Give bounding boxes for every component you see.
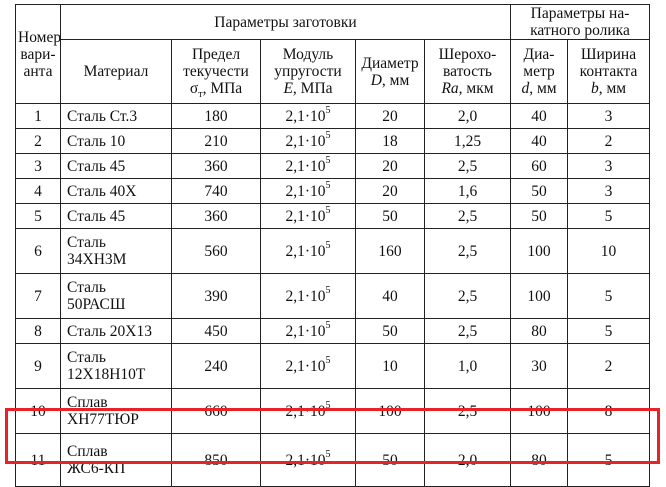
- table-row: [16, 229, 650, 274]
- header-diameter: [356, 40, 425, 104]
- header-yield-subscript: т: [198, 89, 203, 101]
- cell-variant: 5: [16, 204, 61, 229]
- header-material: Материал: [61, 40, 172, 104]
- cell-roughness: 2,0: [425, 104, 511, 129]
- header-diameter-symbol: D: [370, 71, 382, 89]
- parameters-table-document: [15, 4, 650, 487]
- cell-modulus: [261, 104, 356, 129]
- table-row: [16, 129, 650, 154]
- cell-modulus-base: 2,1·10: [285, 322, 326, 340]
- cell-modulus-exponent: 5: [325, 320, 331, 332]
- header-modulus-line2: упругости: [274, 63, 342, 80]
- table-row: [16, 154, 650, 179]
- cell-diameter: 40: [356, 274, 425, 319]
- cell-modulus-exponent: 5: [325, 240, 331, 252]
- cell-modulus-exponent: 5: [325, 400, 331, 412]
- cell-modulus-base: 2,1·10: [285, 207, 326, 225]
- header-variant-number: Номер вари-анта: [16, 5, 61, 104]
- cell-contact-width: 10: [568, 229, 650, 274]
- cell-material-line1: Сплав: [67, 443, 108, 460]
- cell-modulus-base: 2,1·10: [285, 451, 326, 469]
- cell-material: [61, 179, 172, 204]
- cell-modulus: [261, 319, 356, 344]
- header-yield-strength: [172, 40, 261, 104]
- cell-roller-diameter: 80: [511, 434, 568, 487]
- cell-yield: 660: [172, 389, 261, 434]
- cell-roller-diameter: 60: [511, 154, 568, 179]
- header-diameter-unit: , мм: [381, 71, 410, 89]
- cell-roughness: 2,0: [425, 434, 511, 487]
- cell-variant: 2: [16, 129, 61, 154]
- cell-modulus-exponent: 5: [325, 105, 331, 117]
- cell-modulus: [261, 344, 356, 389]
- table-row: [16, 389, 650, 434]
- cell-material: [61, 229, 172, 274]
- cell-material: [61, 389, 172, 434]
- cell-yield: 240: [172, 344, 261, 389]
- cell-material-line1: Сталь 45: [67, 157, 126, 175]
- table-row: [16, 179, 650, 204]
- cell-material-line2: ХН77ТЮР: [67, 411, 139, 428]
- cell-roller-diameter: 100: [511, 229, 568, 274]
- cell-contact-width: 5: [568, 274, 650, 319]
- cell-yield: 740: [172, 179, 261, 204]
- cell-yield: 360: [172, 154, 261, 179]
- cell-contact-width: 3: [568, 104, 650, 129]
- cell-yield: 450: [172, 319, 261, 344]
- cell-roller-diameter: 50: [511, 204, 568, 229]
- cell-variant: 4: [16, 179, 61, 204]
- cell-roughness: 1,25: [425, 129, 511, 154]
- cell-modulus-exponent: 5: [325, 205, 331, 217]
- cell-variant: 8: [16, 319, 61, 344]
- cell-modulus-exponent: 5: [325, 180, 331, 192]
- table-row: [16, 104, 650, 129]
- header-roller-diameter-line1: Диа-: [523, 46, 555, 63]
- cell-modulus-base: 2,1·10: [285, 242, 326, 260]
- cell-modulus-base: 2,1·10: [285, 402, 326, 420]
- cell-modulus-exponent: 5: [325, 155, 331, 167]
- cell-contact-width: 2: [568, 344, 650, 389]
- cell-modulus-base: 2,1·10: [285, 157, 326, 175]
- cell-contact-width: 5: [568, 204, 650, 229]
- header-diameter-line1: Диаметр: [361, 54, 419, 72]
- cell-roughness: 1,0: [425, 344, 511, 389]
- cell-variant: 11: [16, 434, 61, 487]
- cell-modulus: [261, 274, 356, 319]
- cell-yield: 180: [172, 104, 261, 129]
- cell-roller-diameter: 80: [511, 319, 568, 344]
- cell-modulus-base: 2,1·10: [285, 287, 326, 305]
- cell-roughness: 1,6: [425, 179, 511, 204]
- cell-variant: 3: [16, 154, 61, 179]
- cell-roughness: 2,5: [425, 319, 511, 344]
- header-elastic-modulus: [261, 40, 356, 104]
- cell-material-line1: Сталь: [67, 234, 106, 251]
- cell-material-line1: Сталь 10: [67, 132, 126, 150]
- cell-diameter: 160: [356, 229, 425, 274]
- header-yield-line1: Предел: [191, 46, 241, 63]
- cell-roughness: 2,5: [425, 204, 511, 229]
- header-roughness-symbol: Ra: [441, 80, 459, 97]
- header-yield-line2: текучести: [183, 63, 249, 80]
- header-blank-parameters: Параметры заготовки: [61, 5, 511, 40]
- header-roughness: [425, 40, 511, 104]
- cell-variant: 6: [16, 229, 61, 274]
- table-row: [16, 434, 650, 487]
- cell-material-line1: Сталь 40Х: [67, 182, 137, 200]
- cell-yield: 390: [172, 274, 261, 319]
- cell-diameter: 100: [356, 389, 425, 434]
- cell-modulus: [261, 204, 356, 229]
- table-row: [16, 274, 650, 319]
- cell-variant: 1: [16, 104, 61, 129]
- header-roughness-line1: Шерохо-: [438, 46, 497, 63]
- cell-contact-width: 3: [568, 154, 650, 179]
- cell-material: [61, 434, 172, 487]
- cell-yield: 210: [172, 129, 261, 154]
- cell-contact-width: 2: [568, 129, 650, 154]
- header-roughness-unit: , мкм: [458, 80, 494, 97]
- table-row: [16, 319, 650, 344]
- cell-contact-width: 5: [568, 319, 650, 344]
- cell-roughness: 2,5: [425, 389, 511, 434]
- header-roughness-line2: ватость: [442, 63, 493, 80]
- cell-variant: 10: [16, 389, 61, 434]
- header-yield-unit: , МПа: [202, 80, 243, 97]
- cell-roller-diameter: 100: [511, 389, 568, 434]
- cell-variant: 9: [16, 344, 61, 389]
- cell-variant: 7: [16, 274, 61, 319]
- cell-modulus-base: 2,1·10: [285, 132, 326, 150]
- cell-material: [61, 204, 172, 229]
- cell-diameter: 50: [356, 319, 425, 344]
- header-roller-diameter: [511, 40, 568, 104]
- header-modulus-unit: , МПа: [292, 80, 333, 97]
- cell-modulus: [261, 154, 356, 179]
- cell-modulus: [261, 434, 356, 487]
- cell-roller-diameter: 30: [511, 344, 568, 389]
- cell-diameter: 50: [356, 434, 425, 487]
- header-width-line2: контакта: [579, 63, 638, 80]
- header-roller-diameter-unit: , мм: [529, 80, 557, 97]
- cell-contact-width: 3: [568, 179, 650, 204]
- cell-material: [61, 319, 172, 344]
- cell-material: [61, 154, 172, 179]
- table-row: [16, 344, 650, 389]
- cell-material-line1: Сплав: [67, 394, 108, 411]
- cell-roughness: 2,5: [425, 229, 511, 274]
- cell-roller-diameter: 100: [511, 274, 568, 319]
- header-modulus-symbol: E: [283, 80, 293, 97]
- cell-modulus-exponent: 5: [325, 285, 331, 297]
- header-roller-parameters: Параметры на-катного ролика: [511, 5, 650, 40]
- cell-yield: 360: [172, 204, 261, 229]
- header-width-symbol: b: [590, 80, 599, 97]
- cell-modulus-base: 2,1·10: [285, 357, 326, 375]
- cell-modulus-exponent: 5: [325, 449, 331, 461]
- cell-contact-width: 8: [568, 389, 650, 434]
- cell-material: [61, 344, 172, 389]
- header-roller-diameter-symbol: d: [521, 80, 530, 97]
- cell-modulus: [261, 229, 356, 274]
- cell-material-line1: Сталь 45: [67, 207, 126, 225]
- parameters-table: [15, 4, 650, 487]
- cell-material: [61, 274, 172, 319]
- cell-roller-diameter: 50: [511, 179, 568, 204]
- cell-diameter: 50: [356, 204, 425, 229]
- cell-roughness: 2,5: [425, 274, 511, 319]
- cell-material-line1: Сталь Ст.3: [67, 107, 138, 125]
- cell-diameter: 20: [356, 104, 425, 129]
- cell-material-line1: Сталь: [67, 279, 106, 296]
- cell-contact-width: 5: [568, 434, 650, 487]
- cell-diameter: 10: [356, 344, 425, 389]
- cell-modulus: [261, 129, 356, 154]
- header-roller-diameter-line2: метр: [523, 63, 555, 80]
- cell-yield: 850: [172, 434, 261, 487]
- cell-modulus-base: 2,1·10: [285, 182, 326, 200]
- header-contact-width: [568, 40, 650, 104]
- cell-material-line2: 50РАСШ: [67, 296, 126, 313]
- cell-material-line2: 12Х18Н10Т: [67, 366, 146, 383]
- cell-diameter: 20: [356, 154, 425, 179]
- cell-modulus-exponent: 5: [325, 130, 331, 142]
- table-row: [16, 204, 650, 229]
- cell-modulus: [261, 179, 356, 204]
- cell-roller-diameter: 40: [511, 104, 568, 129]
- cell-material-line2: 34ХН3М: [67, 251, 127, 268]
- cell-modulus: [261, 389, 356, 434]
- cell-material-line1: Сталь 20Х13: [67, 322, 152, 340]
- cell-diameter: 20: [356, 179, 425, 204]
- cell-material-line1: Сталь: [67, 349, 106, 366]
- header-width-line1: Ширина: [580, 46, 637, 63]
- cell-roughness: 2,5: [425, 154, 511, 179]
- cell-material: [61, 104, 172, 129]
- cell-modulus-base: 2,1·10: [285, 107, 326, 125]
- header-width-unit: , мм: [598, 80, 627, 97]
- cell-yield: 560: [172, 229, 261, 274]
- header-modulus-line1: Модуль: [282, 46, 334, 63]
- cell-roller-diameter: 40: [511, 129, 568, 154]
- cell-material-line2: ЖС6-КП: [67, 460, 126, 477]
- cell-modulus-exponent: 5: [325, 355, 331, 367]
- cell-diameter: 18: [356, 129, 425, 154]
- cell-material: [61, 129, 172, 154]
- header-yield-symbol: σ: [189, 80, 199, 97]
